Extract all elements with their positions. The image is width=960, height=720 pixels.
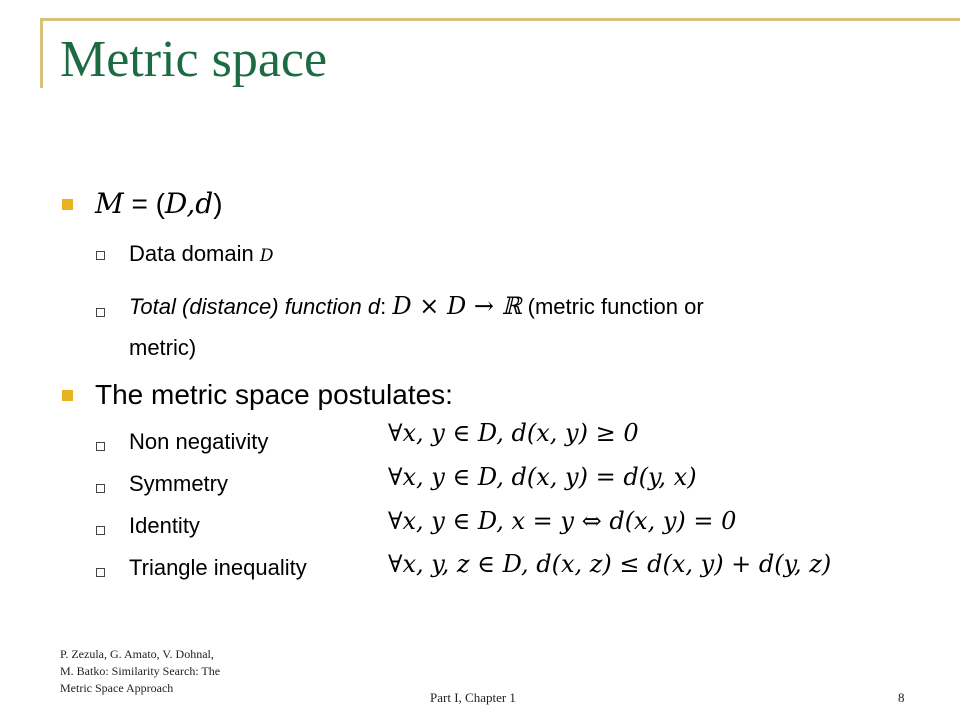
subbullet-marker [96,251,105,260]
footer-chapter: Part I, Chapter 1 [430,690,516,705]
subitem-data-domain [129,243,274,265]
data-domain-label: Data domain [129,241,260,266]
postulate-identity: Identity [129,513,200,538]
footer-authors-line: Metric Space Approach [60,681,174,695]
bullet-marker [62,199,73,210]
bullet-metric-space-definition [95,187,223,220]
footer-authors [60,646,280,697]
formula-symmetry: ∀x, y ∈ D, d(x, y) = d(y, x) [388,463,697,491]
subbullet-marker [96,568,105,577]
footer-authors-line: M. Batko: Similarity Search: The [60,664,221,678]
bullet-marker [62,390,73,401]
bullet-postulates: The metric space postulates: [95,379,453,410]
domain-distance-pair: D,d [164,187,214,220]
close-paren: ) [213,188,223,219]
footer-page-number: 8 [898,690,905,705]
subitem-distance-function [129,294,704,318]
subbullet-marker [96,308,105,317]
metric-space-symbol: M [95,187,124,220]
equals-paren: = ( [123,188,165,219]
formula-triangle-inequality: ∀x, y, z ∈ D, d(x, z) ≤ d(x, y) + d(y, z) [388,550,832,578]
postulate-triangle-inequality: Triangle inequality [129,555,307,580]
colon: : [380,294,393,319]
subbullet-marker [96,484,105,493]
slide-title: Metric space [60,31,328,88]
subitem-distance-function-cont: metric) [129,335,197,360]
frame-top-rule [40,18,960,21]
frame-left-rule [40,18,43,88]
domain-symbol: D [259,246,274,266]
total-function-label: Total (distance) function d [129,294,381,319]
footer-authors-line: P. Zezula, G. Amato, V. Dohnal, [60,647,214,661]
postulate-non-negativity: Non negativity [129,429,269,454]
formula-identity: ∀x, y ∈ D, x = y ⇔ d(x, y) = 0 [388,507,737,535]
formula-non-negativity: ∀x, y ∈ D, d(x, y) ≥ 0 [388,419,639,447]
subbullet-marker [96,442,105,451]
function-signature: D × D → ℝ [392,292,522,320]
metric-function-note: (metric function or [521,294,704,319]
subbullet-marker [96,526,105,535]
postulate-symmetry: Symmetry [129,471,228,496]
